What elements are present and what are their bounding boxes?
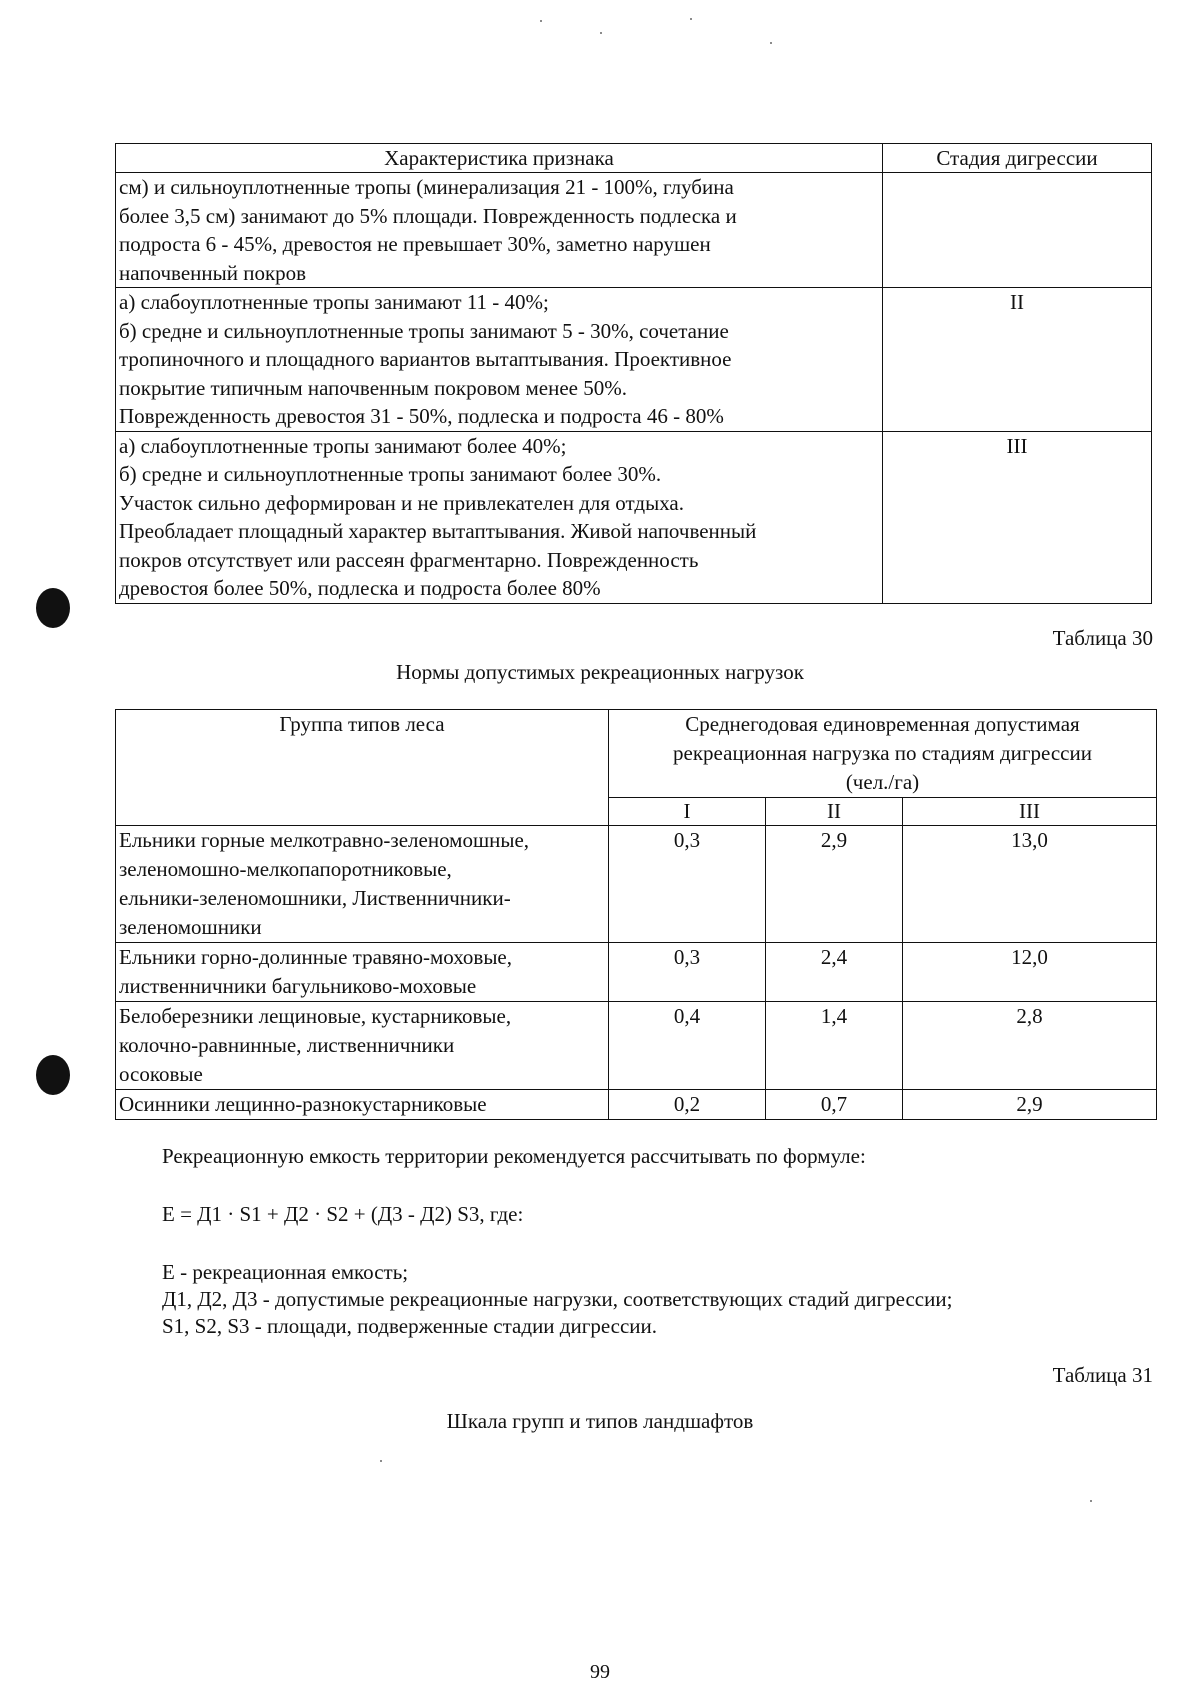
scan-speck — [380, 1460, 382, 1462]
characteristic-cell — [116, 173, 883, 288]
text-line: Белоберезники лещиновые, кустарниковые, — [119, 1004, 512, 1028]
value-cell: 0,2 — [609, 1090, 766, 1120]
header-forest-group: Группа типов леса — [116, 710, 609, 826]
forest-group-cell — [116, 1002, 609, 1090]
table30-title: Нормы допустимых рекреационных нагрузок — [396, 660, 804, 684]
value-cell: 2,9 — [766, 826, 903, 943]
text-line: Участок сильно деформирован и не привлекателен для отдыха. — [119, 490, 685, 515]
forest-group-cell — [116, 943, 609, 1002]
value-cell: 1,4 — [766, 1002, 903, 1090]
text-line: рекреационная нагрузка по стадиям дигрессии — [673, 741, 1092, 765]
header-stage-3: III — [903, 798, 1157, 826]
characteristic-cell — [116, 431, 883, 603]
text-line: покрытие типичным напочвенным покровом менее 50%. — [119, 375, 627, 400]
scan-speck — [1090, 1500, 1092, 1502]
table-row — [116, 431, 1152, 603]
text-line: а) слабоуплотненные тропы занимают 11 - 40%; — [119, 290, 549, 314]
text-line: Преобладает площадный характер вытаптывания. Живой напочвенный — [119, 519, 757, 543]
text-line: зеленомошно-мелкопапоротниковые, — [119, 857, 452, 881]
value-cell: 12,0 — [903, 943, 1157, 1002]
text-line: Поврежденность древостоя 31 - 50%, подлеска и подроста 46 - 80% — [119, 404, 724, 428]
text-line: Ельники горно-долинные травяно-моховые, — [119, 945, 513, 969]
table-row — [116, 1090, 1157, 1120]
table-row — [116, 288, 1152, 432]
text-line: Ельники горные мелкотравно-зеленомошные, — [119, 828, 530, 852]
table-header-row — [116, 710, 1157, 798]
table30-caption: Таблица 30 — [1052, 626, 1153, 650]
text-line: б) средне и сильноуплотненные тропы занимают более 30%. — [119, 462, 662, 486]
value-cell: 0,7 — [766, 1090, 903, 1120]
text-line: более 3,5 см) занимают до 5% площади. Поврежденность подлеска и — [119, 203, 737, 228]
value-cell: 2,4 — [766, 943, 903, 1002]
text-line: колочно-равнинные, лиственничники — [119, 1033, 455, 1057]
header-load — [609, 710, 1157, 798]
text-line: а) слабоуплотненные тропы занимают более 40%; — [119, 433, 567, 458]
binder-hole-mark — [36, 588, 70, 628]
scan-speck — [770, 42, 772, 44]
forest-group-cell — [116, 826, 609, 943]
text-line: зеленомошники — [119, 915, 262, 939]
text-line: напочвенный покров — [119, 260, 307, 285]
value-cell: 0,3 — [609, 826, 766, 943]
page-number: 99 — [590, 1661, 610, 1683]
scan-speck — [600, 32, 602, 34]
text-line: б) средне и сильноуплотненные тропы занимают 5 - 30%, сочетание — [119, 318, 729, 343]
table-row — [116, 826, 1157, 943]
text-line: подроста 6 - 45%, древостоя не превышает 30%, заметно нарушен — [119, 232, 711, 256]
characteristic-cell — [116, 288, 883, 432]
formula: Е = Д1 · S1 + Д2 · S2 + (Д3 - Д2) S3, где: — [162, 1202, 524, 1226]
header-stage-1: I — [609, 798, 766, 826]
table31-title: Шкала групп и типов ландшафтов — [446, 1409, 754, 1433]
table-row — [116, 943, 1157, 1002]
stage-cell: III — [883, 431, 1152, 603]
recreation-load-table — [115, 709, 1157, 1120]
scan-speck — [540, 20, 542, 22]
definition-s: S1, S2, S3 - площади, подверженные стадии дигрессии. — [162, 1314, 658, 1338]
header-stage-2: II — [766, 798, 903, 826]
text-line: ельники-зеленомошники, Лиственничники- — [119, 886, 511, 910]
table-row — [116, 1002, 1157, 1090]
definition-e: Е - рекреационная емкость; — [162, 1260, 409, 1284]
text-line: древостоя более 50%, подлеска и подроста более 80% — [119, 576, 601, 600]
digression-table — [115, 143, 1152, 604]
header-characteristic: Характеристика признака — [116, 144, 883, 173]
table31-caption: Таблица 31 — [1052, 1363, 1153, 1387]
table-row — [116, 173, 1152, 288]
text-line: Среднегодовая единовременная допустимая — [685, 712, 1080, 736]
text-line: см) и сильноуплотненные тропы (минерализация 21 - 100%, глубина — [119, 175, 734, 199]
stage-cell — [883, 173, 1152, 288]
text-line: тропиночного и площадного вариантов вытаптывания. Проективное — [119, 347, 732, 371]
text-line: осоковые — [119, 1062, 203, 1086]
intro-paragraph: Рекреационную емкость территории рекомендуется рассчитывать по формуле: — [162, 1144, 866, 1168]
value-cell: 0,4 — [609, 1002, 766, 1090]
forest-group-cell — [116, 1090, 609, 1120]
scan-speck — [690, 18, 692, 20]
value-cell: 2,9 — [903, 1090, 1157, 1120]
value-cell: 0,3 — [609, 943, 766, 1002]
value-cell: 2,8 — [903, 1002, 1157, 1090]
value-cell: 13,0 — [903, 826, 1157, 943]
header-stage: Стадия дигрессии — [883, 144, 1152, 173]
binder-hole-mark — [36, 1055, 70, 1095]
table-header-row — [116, 144, 1152, 173]
text-line: (чел./га) — [845, 770, 920, 794]
definition-d: Д1, Д2, Д3 - допустимые рекреационные нагрузки, соответствующих стадий дигрессии; — [162, 1287, 953, 1311]
text-line: Осинники лещинно-разнокустарниковые — [119, 1092, 487, 1116]
text-line: покров отсутствует или рассеян фрагментарно. Поврежденность — [119, 547, 699, 572]
stage-cell: II — [883, 288, 1152, 432]
text-line: лиственничники багульниково-моховые — [119, 974, 477, 998]
